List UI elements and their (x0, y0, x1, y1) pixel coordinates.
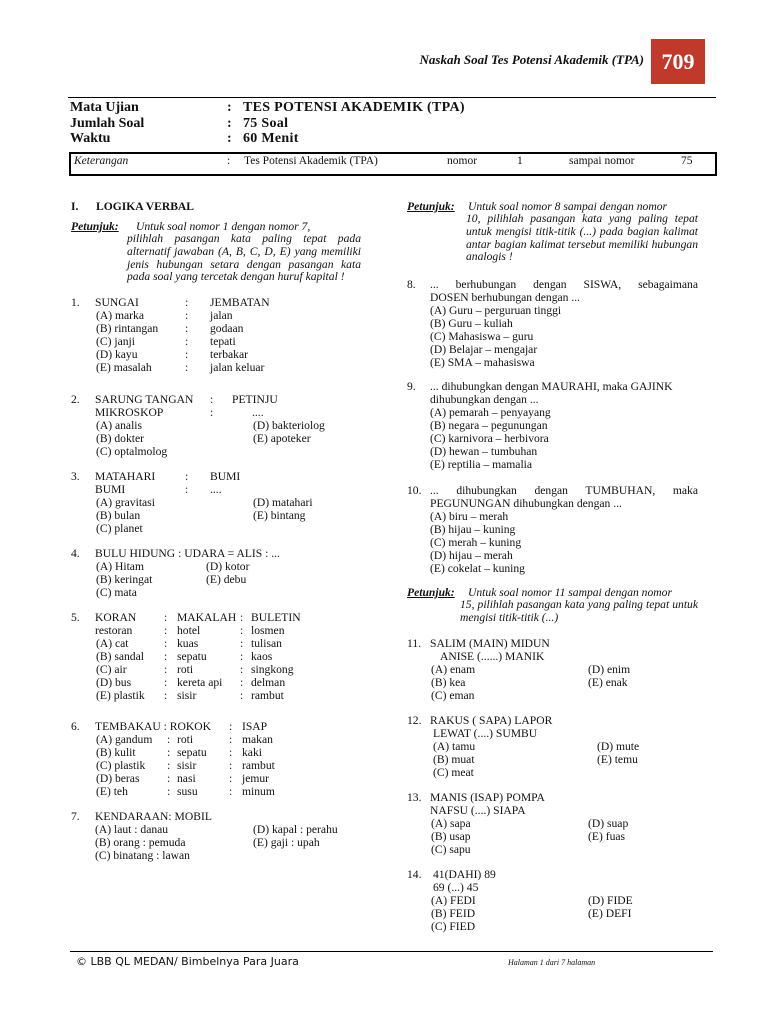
q10-option-d: (D) hijau – merah (430, 549, 513, 562)
q6-option-e-col3: minum (242, 785, 275, 798)
q6-colon: : (167, 772, 171, 785)
q8-stem-2: DOSEN berhubungan dengan ... (430, 291, 581, 304)
mata-ujian-colon: : (227, 100, 232, 115)
q7-option-e: (E) gaji : upah (253, 836, 320, 849)
q6-option-a-col2: roti (177, 733, 194, 746)
q5-colon: : (164, 676, 168, 689)
q12-stem-1: RAKUS ( SAPA) LAPOR (430, 714, 553, 727)
section-number: I. (71, 200, 79, 213)
q7-option-a: (A) laut : danau (95, 823, 169, 836)
keterangan-colon: : (227, 155, 231, 167)
q12-option-e: (E) temu (597, 753, 638, 766)
q5-colon: : (164, 663, 168, 676)
q8-option-b: (B) Guru – kuliah (430, 317, 513, 330)
q5-row1-col2: hotel (177, 624, 201, 637)
q3-option-d: (D) matahari (253, 496, 313, 509)
q14-option-e: (E) DEFI (588, 907, 632, 920)
q1-colon: : (185, 348, 189, 361)
q5-colon: : (240, 624, 244, 637)
q5-colon: : (240, 663, 244, 676)
q3-option-c: (C) planet (96, 522, 143, 535)
q12-number: 12. (407, 714, 422, 727)
q6-option-a-col3: makan (242, 733, 273, 746)
q12-option-a: (A) tamu (433, 740, 476, 753)
q5-colon: : (240, 650, 244, 663)
q1-colon: : (185, 296, 189, 309)
q12-option-b: (B) muat (433, 753, 475, 766)
q5-option-b-col3: kaos (251, 650, 273, 663)
jumlah-soal-value: 75 Soal (243, 116, 289, 131)
q3-right-2: .... (210, 483, 222, 496)
q9-option-e: (E) reptilia – mamalia (430, 458, 533, 471)
q6-colon: : (229, 772, 233, 785)
q6-colon: : (167, 759, 171, 772)
q1-option-e: (E) masalah (96, 361, 152, 374)
q13-option-b: (B) usap (431, 830, 471, 843)
q5-colon: : (164, 611, 168, 624)
q6-option-b: (B) kulit (96, 746, 136, 759)
q10-option-c: (C) merah – kuning (430, 536, 522, 549)
q3-left: MATAHARI (95, 470, 156, 483)
q9-stem-1: ... dihubungkan dengan MAURAHI, maka GAJINK (430, 380, 673, 393)
q2-option-e: (E) apoteker (253, 432, 311, 445)
q9-number: 9. (407, 380, 416, 393)
q5-colon: : (240, 689, 244, 702)
q11-option-e: (E) enak (588, 676, 628, 689)
q5-colon: : (240, 676, 244, 689)
q10-option-e: (E) cokelat – kuning (430, 562, 525, 575)
q6-option-b-col3: kaki (242, 746, 262, 759)
q4-option-c: (C) mata (96, 586, 137, 599)
q10-option-b: (B) hijau – kuning (430, 523, 516, 536)
q6-option-a: (A) gandum (96, 733, 153, 746)
q6-option-d-col2: nasi (177, 772, 196, 785)
q5-colon: : (164, 637, 168, 650)
q1-colon: : (185, 361, 189, 374)
q8-option-a: (A) Guru – perguruan tinggi (430, 304, 562, 317)
q5-option-d-col2: kereta api (177, 676, 223, 689)
q12-option-d: (D) mute (597, 740, 640, 753)
petunjuk-2-text: 10, pilihlah pasangan kata yang paling tepat untuk mengisi titik-titik (...) pada bagian kalimat antar bagian kalimat tersebut memiliki hubungan analogis ! (466, 212, 698, 264)
q2-left: SARUNG TANGAN (95, 393, 194, 406)
petunjuk-2-label: Petunjuk: (407, 200, 455, 213)
q2-colon: : (210, 393, 214, 406)
petunjuk-3-label: Petunjuk: (407, 586, 455, 599)
q1-option-d-right: terbakar (210, 348, 248, 361)
q8-option-e: (E) SMA – mahasiswa (430, 356, 535, 369)
q4-number: 4. (71, 547, 80, 560)
q3-number: 3. (71, 470, 80, 483)
q10-option-a: (A) biru – merah (430, 510, 509, 523)
q4-option-a: (A) Hitam (96, 560, 144, 573)
q1-option-b: (B) rintangan (96, 322, 159, 335)
q6-option-e: (E) teh (96, 785, 128, 798)
q5-option-d-col3: delman (251, 676, 286, 689)
q3-colon: : (185, 470, 189, 483)
q5-option-a: (A) cat (96, 637, 129, 650)
q1-option-d: (D) kayu (96, 348, 138, 361)
q6-number: 6. (71, 720, 80, 733)
q5-option-a-col3: tulisan (251, 637, 282, 650)
q5-option-d: (D) bus (96, 676, 132, 689)
q6-option-c-col2: sisir (177, 759, 197, 772)
q11-stem-1: SALIM (MAIN) MIDUN (430, 637, 550, 650)
document-code-badge: 709 (651, 39, 705, 84)
q8-option-d: (D) Belajar – mengajar (430, 343, 538, 356)
q6-colon: : (229, 733, 233, 746)
footer-page-number: Halaman 1 dari 7 halaman (508, 958, 596, 967)
q7-option-d: (D) kapal : perahu (253, 823, 338, 836)
q6-colon: : (229, 785, 233, 798)
q14-stem-2: 69 (...) 45 (433, 881, 479, 894)
q3-option-a: (A) gravitasi (96, 496, 155, 509)
q14-option-a: (A) FEDI (431, 894, 476, 907)
q10-stem-1: ... dihubungkan dengan TUMBUHAN, maka (430, 484, 698, 497)
q4-option-d: (D) kotor (206, 560, 250, 573)
q8-number: 8. (407, 278, 416, 291)
q1-left: SUNGAI (95, 296, 139, 309)
q13-number: 13. (407, 791, 422, 804)
petunjuk-1-first-line: Untuk soal nomor 1 dengan nomor 7, (136, 220, 311, 233)
q8-stem-1: ... berhubungan dengan SISWA, sebagaimana (430, 278, 698, 291)
q1-colon: : (185, 335, 189, 348)
q13-option-e: (E) fuas (588, 830, 626, 843)
q6-colon: : (167, 733, 171, 746)
jumlah-soal-colon: : (227, 116, 232, 131)
q5-row1-col1: restoran (95, 624, 133, 637)
keterangan-sampai-label: sampai nomor (569, 155, 635, 167)
q1-colon: : (185, 322, 189, 335)
q3-option-b: (B) bulan (96, 509, 141, 522)
q3-left-2: BUMI (95, 483, 126, 496)
q11-number: 11. (407, 637, 422, 650)
q5-option-e-col2: sisir (177, 689, 197, 702)
q6-col-1: TEMBAKAU : ROKOK (95, 720, 211, 733)
q13-option-d: (D) suap (588, 817, 629, 830)
q6-option-e-col2: susu (177, 785, 198, 798)
q5-number: 5. (71, 611, 80, 624)
petunjuk-3-text: 15, pilihlah pasangan kata yang paling tepat untuk mengisi titik-titik (...) (460, 598, 698, 624)
q14-option-b: (B) FEID (431, 907, 476, 920)
q2-option-b: (B) dokter (96, 432, 144, 445)
q2-colon-2: : (210, 406, 214, 419)
q11-option-b: (B) kea (431, 676, 466, 689)
q12-stem-2: LEWAT (....) SUMBU (433, 727, 538, 740)
q1-option-c: (C) janji (96, 335, 135, 348)
q12-option-c: (C) meat (433, 766, 474, 779)
keterangan-nomor-end: 75 (681, 155, 693, 167)
q5-option-c-col2: roti (177, 663, 194, 676)
q5-colon: : (164, 689, 168, 702)
waktu-label: Waktu (70, 131, 111, 146)
q5-row1-col3: losmen (251, 624, 285, 637)
section-title: LOGIKA VERBAL (96, 200, 195, 213)
q9-option-c: (C) karnivora – herbivora (430, 432, 549, 445)
mata-ujian-value: TES POTENSI AKADEMIK (TPA) (243, 100, 465, 115)
petunjuk-2-first-line: Untuk soal nomor 8 sampai dengan nomor (468, 200, 668, 213)
q7-number: 7. (71, 810, 80, 823)
q6-colon: : (167, 746, 171, 759)
q13-option-c: (C) sapu (431, 843, 471, 856)
petunjuk-3-first-line: Untuk soal nomor 11 sampai dengan nomor (468, 586, 672, 599)
q5-colon: : (164, 624, 168, 637)
q3-colon-2: : (185, 483, 189, 496)
keterangan-label: Keterangan (74, 155, 129, 167)
q6-colon: : (229, 746, 233, 759)
q11-stem-2: ANISE (......) MANIK (440, 650, 545, 663)
q6-option-c-col3: rambut (242, 759, 275, 772)
header-divider (68, 97, 716, 98)
q3-option-e: (E) bintang (253, 509, 306, 522)
q2-option-d: (D) bakteriolog (253, 419, 325, 432)
q13-option-a: (A) sapa (431, 817, 471, 830)
q5-option-b-col2: sepatu (177, 650, 207, 663)
q2-number: 2. (71, 393, 80, 406)
q5-col-3: BULETIN (251, 611, 301, 624)
q14-number: 14. (407, 868, 422, 881)
mata-ujian-label: Mata Ujian (70, 100, 139, 115)
q5-option-e-col3: rambut (251, 689, 284, 702)
keterangan-nomor-start: 1 (517, 155, 523, 167)
q1-option-a-right: jalan (210, 309, 233, 322)
q13-stem-1: MANIS (ISAP) POMPA (430, 791, 545, 804)
q11-option-d: (D) enim (588, 663, 631, 676)
q1-option-b-right: godaan (210, 322, 244, 335)
q2-right: PETINJU (232, 393, 278, 406)
footer-publisher: © LBB QL MEDAN/ Bimbelnya Para Juara (76, 955, 299, 968)
q9-stem-2: dihubungkan dengan ... (430, 393, 539, 406)
q6-option-d: (D) beras (96, 772, 140, 785)
q2-option-c: (C) optalmolog (96, 445, 168, 458)
q5-colon: : (164, 650, 168, 663)
q9-option-b: (B) negara – pegunungan (430, 419, 548, 432)
q10-number: 10. (407, 484, 422, 497)
q3-right: BUMI (210, 470, 241, 483)
q6-col-2: ISAP (242, 720, 268, 733)
q1-colon: : (185, 309, 189, 322)
q14-option-d: (D) FIDE (588, 894, 633, 907)
q5-option-a-col2: kuas (177, 637, 199, 650)
q8-option-c: (C) Mahasiswa – guru (430, 330, 534, 343)
q2-option-a: (A) analis (96, 419, 143, 432)
q9-option-a: (A) pemarah – penyayang (430, 406, 551, 419)
q5-colon: : (240, 611, 244, 624)
q5-option-e: (E) plastik (96, 689, 145, 702)
q7-option-b: (B) orang : pemuda (95, 836, 186, 849)
q11-option-a: (A) enam (431, 663, 476, 676)
q6-option-c: (C) plastik (96, 759, 146, 772)
q4-stem: BULU HIDUNG : UDARA = ALIS : ... (95, 547, 280, 560)
q5-option-b: (B) sandal (96, 650, 144, 663)
keterangan-text: Tes Potensi Akademik (TPA) (244, 155, 378, 167)
q7-option-c: (C) binatang : lawan (95, 849, 190, 862)
q11-option-c: (C) eman (431, 689, 475, 702)
q5-option-c-col3: singkong (251, 663, 294, 676)
q1-number: 1. (71, 296, 80, 309)
q1-option-e-right: jalan keluar (210, 361, 265, 374)
q14-stem-1: 41(DAHI) 89 (433, 868, 496, 881)
q5-col-2: MAKALAH (177, 611, 237, 624)
q13-stem-2: NAFSU (....) SIAPA (430, 804, 526, 817)
waktu-value: 60 Menit (243, 131, 299, 146)
q6-option-b-col2: sepatu (177, 746, 207, 759)
q5-option-c: (C) air (96, 663, 127, 676)
q1-option-c-right: tepati (210, 335, 236, 348)
q14-option-c: (C) FIED (431, 920, 476, 933)
jumlah-soal-label: Jumlah Soal (70, 116, 145, 131)
document-header-title: Naskah Soal Tes Potensi Akademik (TPA) (419, 52, 644, 67)
waktu-colon: : (227, 131, 232, 146)
q7-stem: KENDARAAN: MOBIL (95, 810, 212, 823)
q2-right-2: .... (252, 406, 264, 419)
q4-option-b: (B) keringat (96, 573, 153, 586)
q4-option-e: (E) debu (206, 573, 247, 586)
petunjuk-1-label: Petunjuk: (71, 220, 119, 233)
q5-col-1: KORAN (95, 611, 137, 624)
q6-option-d-col3: jemur (242, 772, 270, 785)
q1-option-a: (A) marka (96, 309, 144, 322)
petunjuk-1-text: pilihlah pasangan kata paling tepat pada alternatif jawaban (A, B, C, D, E) yang memiliki jenis hubungan setara dengan pasangan kata pada soal yang tercetak dengan huruf kapital ! (127, 232, 361, 284)
footer-divider (70, 951, 713, 952)
q2-left-2: MIKROSKOP (95, 406, 164, 419)
q6-colon: : (229, 759, 233, 772)
q6-colon: : (167, 785, 171, 798)
q6-colon: : (229, 720, 233, 733)
q5-colon: : (240, 637, 244, 650)
keterangan-nomor-label: nomor (447, 155, 478, 167)
q10-stem-2: PEGUNUNGAN dihubungkan dengan ... (430, 497, 622, 510)
q1-right: JEMBATAN (210, 296, 270, 309)
q9-option-d: (D) hewan – tumbuhan (430, 445, 538, 458)
